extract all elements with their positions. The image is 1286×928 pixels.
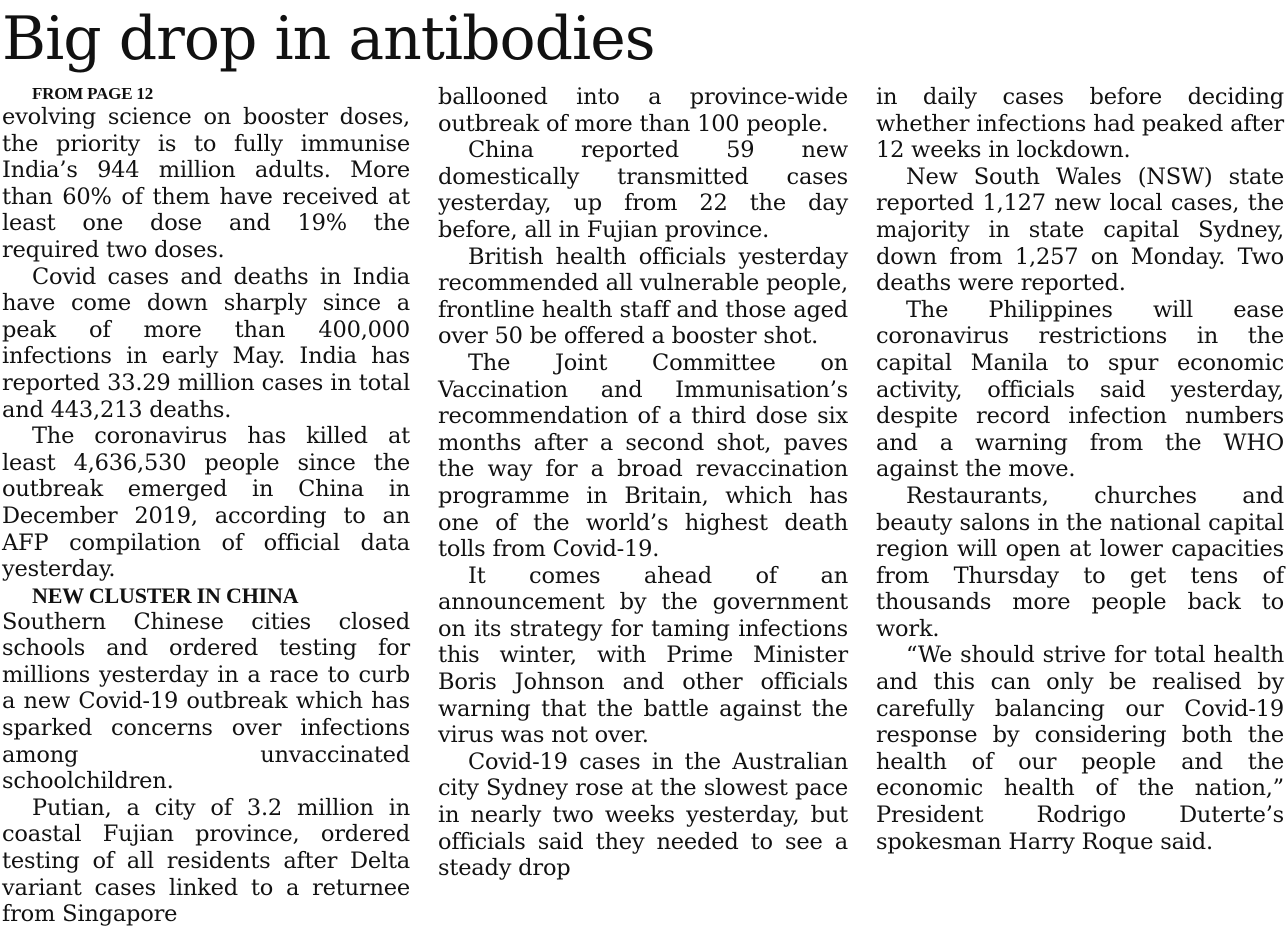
jump-line: FROM PAGE 12 — [32, 84, 153, 103]
paragraph: Covid cases and deaths in India have come down sharply since a peak of more than 400,000 infections in early May. India has reported 33.29 million cases in total and 443,213 deaths. — [2, 263, 410, 423]
paragraph: Putian, a city of 3.2 million in coastal Fujian province, ordered testing of all residents after Delta variant cases linked to a returnee from Singapore — [2, 794, 410, 928]
paragraph: The coronavirus has killed at least 4,636,530 people since the outbreak emerged in China in December 2019, according to an AFP compilation of official data yesterday. — [2, 423, 410, 583]
paragraph: Restaurants, churches and beauty salons in the national capital region will open at lower capacities from Thursday to get tens of thousands more people back to work. — [876, 482, 1284, 642]
paragraph: Southern Chinese cities closed schools and ordered testing for millions yesterday in a race to curb a new Covid-19 outbreak which has sparked concerns over infections among unvaccinated schoolchildren. — [2, 608, 410, 795]
paragraph: It comes ahead of an announcement by the government on its strategy for taming infections this winter, with Prime Minister Boris Johnson and other officials warning that the battle against the virus was not over. — [438, 562, 848, 749]
paragraph: China reported 59 new domestically transmitted cases yesterday, up from 22 the day before, all in Fujian province. — [438, 137, 848, 243]
paragraph: “We should strive for total health and this can only be realised by carefully balancing our Covid-19 response by considering both the health of our people and the economic health of the nation,” President Rodrigo Duterte’s spokesman Harry Roque said. — [876, 642, 1284, 855]
paragraph: New South Wales (NSW) state reported 1,127 new local cases, the majority in state capital Sydney, down from 1,257 on Monday. Two deaths were reported. — [876, 163, 1284, 297]
paragraph: Covid-19 cases in the Australian city Sydney rose at the slowest pace in nearly two weeks yesterday, but officials said they needed to see a steady drop — [438, 748, 848, 882]
headline: Big drop in antibodies — [2, 4, 655, 74]
article-column-3 — [876, 84, 1284, 855]
paragraph: The Joint Committee on Vaccination and Immunisation’s recommendation of a third dose six months after a second shot, paves the way for a broad revaccination programme in Britain, which has one of the world’s highest death tolls from Covid-19. — [438, 349, 848, 563]
article-column-2 — [438, 84, 848, 882]
article-column-1 — [2, 84, 410, 928]
paragraph: ballooned into a province-wide outbreak of more than 100 people. — [438, 84, 848, 137]
subhead: NEW CLUSTER IN CHINA — [32, 582, 299, 608]
paragraph: British health officials yesterday recommended all vulnerable people, frontline health staff and those aged over 50 be offered a booster shot. — [438, 243, 848, 350]
paragraph: The Philippines will ease coronavirus restrictions in the capital Manila to spur economic activity, officials said yesterday, despite record infection numbers and a warning from the WHO against the move. — [876, 296, 1284, 483]
paragraph: evolving science on booster doses, the priority is to fully immunise India’s 944 million adults. More than 60% of them have received at least one dose and 19% the required two doses. — [2, 104, 410, 263]
paragraph: in daily cases before deciding whether infections had peaked after 12 weeks in lockdown. — [876, 84, 1284, 164]
